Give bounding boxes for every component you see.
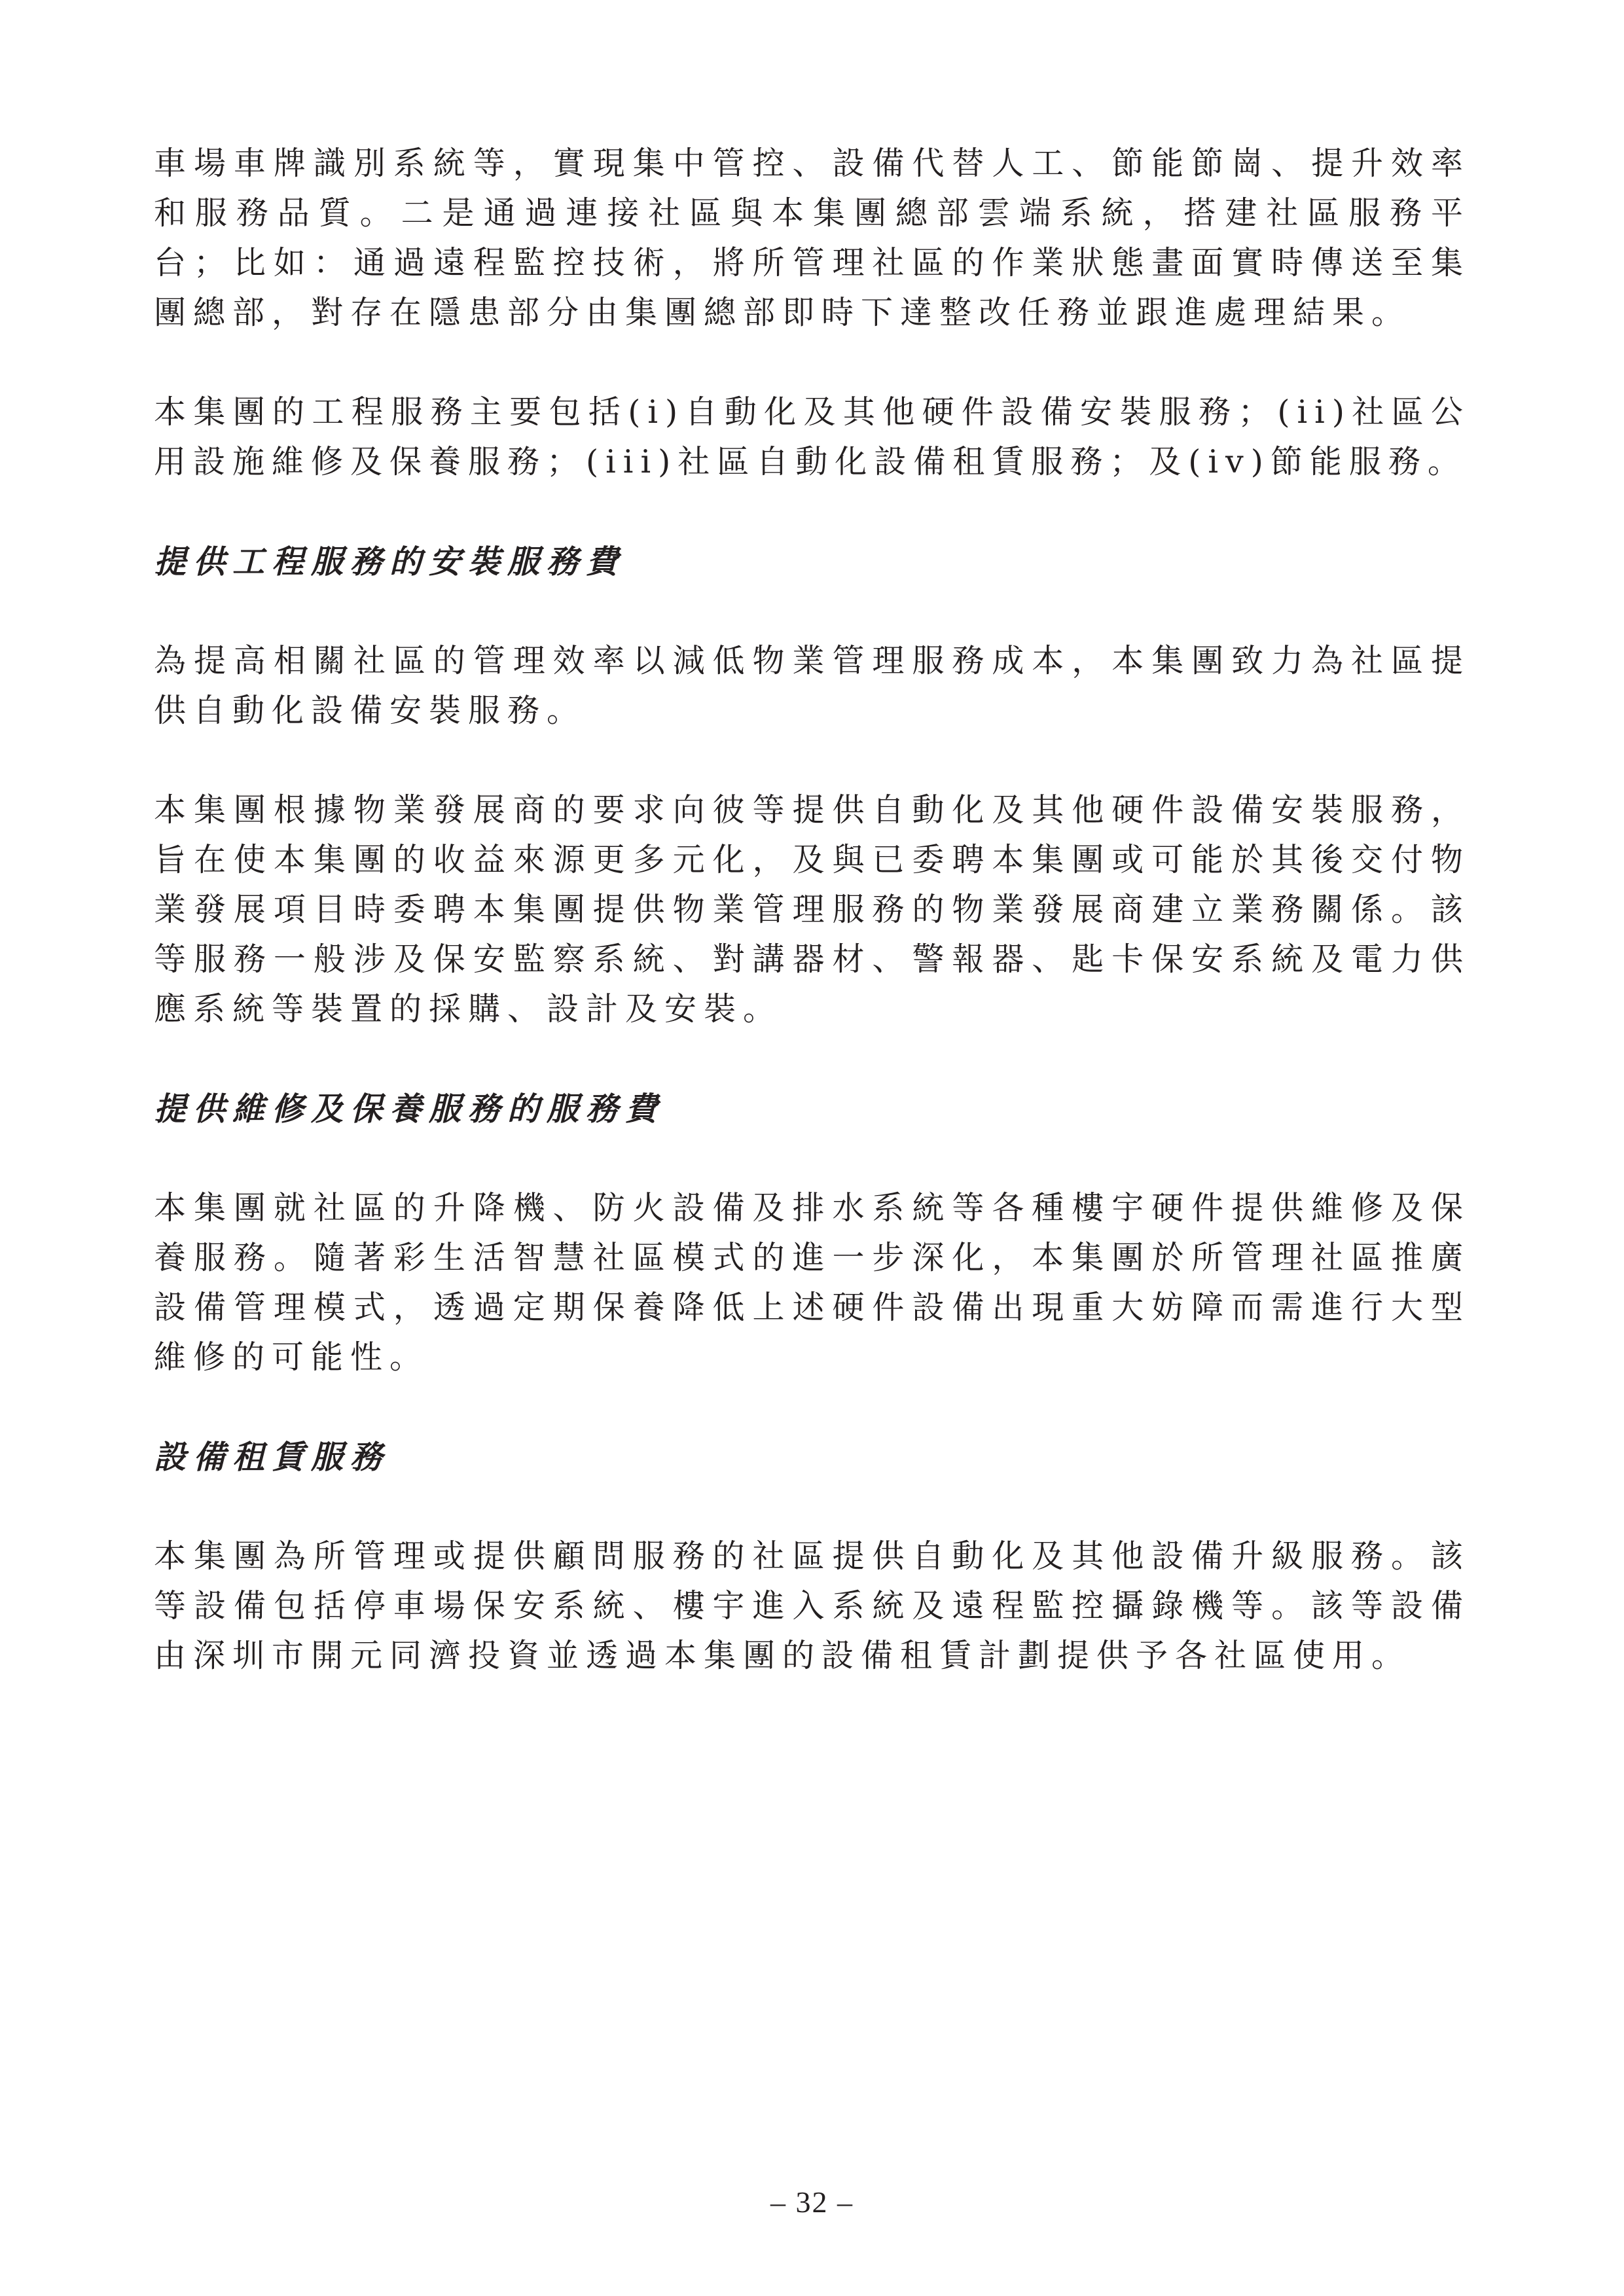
paragraph-installation-purpose: 為提高相關社區的管理效率以減低物業管理服務成本，本集團致力為社區提供自動化設備安裝服務。 bbox=[154, 642, 1470, 729]
heading-equipment-leasing: 設備租賃服務 bbox=[154, 1438, 390, 1476]
heading-maintenance-fees: 提供維修及保養服務的服務費 bbox=[154, 1090, 665, 1128]
heading-installation-fees: 提供工程服務的安裝服務費 bbox=[154, 543, 626, 581]
document-body bbox=[154, 139, 1470, 1731]
paragraph-maintenance-details: 本集團就社區的升降機、防火設備及排水系統等各種樓宇硬件提供維修及保養服務。隨著彩生活智慧社區模式的進一步深化，本集團於所管理社區推廣設備管理模式，透過定期保養降低上述硬件設備出現重大妨障而需進行大型維修的可能性。 bbox=[154, 1189, 1470, 1376]
paragraph-equipment-leasing-details: 本集團為所管理或提供顧問服務的社區提供自動化及其他設備升級服務。該等設備包括停車場保安系統、樓宇進入系統及遠程監控攝錄機等。該等設備由深圳市開元同濟投資並透過本集團的設備租賃計劃提供予各社區使用。 bbox=[154, 1537, 1470, 1674]
paragraph-installation-details: 本集團根據物業發展商的要求向彼等提供自動化及其他硬件設備安裝服務，旨在使本集團的收益來源更多元化，及與已委聘本集團或可能於其後交付物業發展項目時委聘本集團提供物業管理服務的物業發展商建立業務關係。該等服務一般涉及保安監察系統、對講器材、警報器、匙卡保安系統及電力供應系統等裝置的採購、設計及安裝。 bbox=[154, 791, 1470, 1028]
page-number: – 32 – bbox=[770, 2185, 854, 2219]
paragraph-engineering-services: 本集團的工程服務主要包括(i)自動化及其他硬件設備安裝服務；(ii)社區公用設施維修及保養服務；(iii)社區自動化設備租賃服務；及(iv)節能服務。 bbox=[154, 393, 1470, 480]
paragraph-smart-community-intro: 車場車牌識別系統等，實現集中管控、設備代替人工、節能節崗、提升效率和服務品質。二是通過連接社區與本集團總部雲端系統，搭建社區服務平台；比如：通過遠程監控技術，將所管理社區的作業狀態畫面實時傳送至集團總部，對存在隱患部分由集團總部即時下達整改任務並跟進處理結果。 bbox=[154, 145, 1470, 331]
